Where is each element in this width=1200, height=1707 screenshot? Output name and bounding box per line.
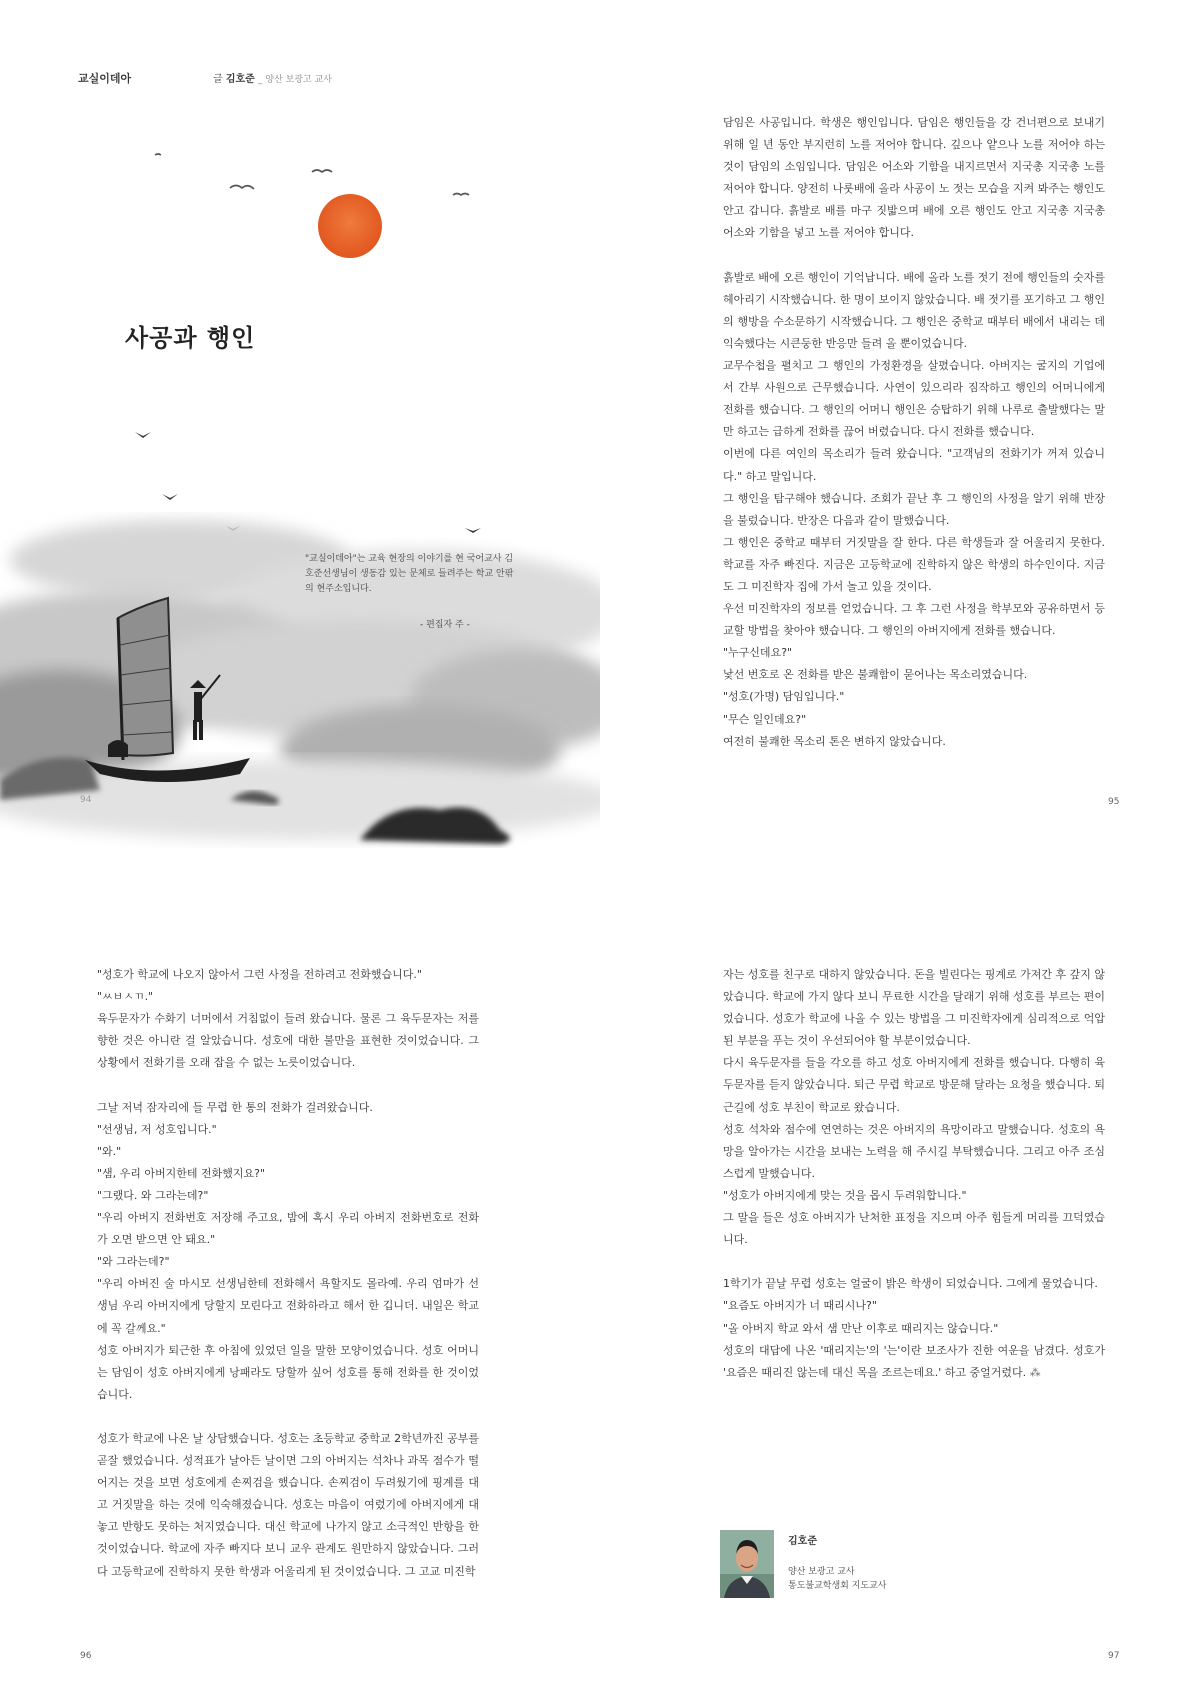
author-name: 김호준 bbox=[788, 1536, 817, 1547]
paragraph: 담임은 사공입니다. 학생은 행인입니다. 담임은 행인들을 강 건너편으로 보내기 위해 일 년 동안 부지런히 노를 저어야 합니다. 깊으나 얕으나 노를 저어야 하는 것이 담임의 소임입니다. 담임은 어소와 기함을 내지르면서 지국총 지국총 노를 저어야 합니다. 양전히 나룻배에 올라 사공이 노 젓는 모습을 지켜 봐주는 행인도 안고 갑니다. 흙발로 배를 마구 짓밟으며 배에 오른 행인도 안고 지국총 지국총 어소와 기함을 넣고 노를 저어야 합니다. bbox=[723, 116, 1105, 240]
column-page-97 bbox=[723, 964, 1105, 1384]
bird-2 bbox=[312, 170, 332, 172]
paragraph: 자는 성호를 친구로 대하지 않았습니다. 돈을 빌린다는 핑계로 가져간 후 갚지 않았습니다. 학교에 가지 않다 보니 무료한 시간을 달래기 위해 성호를 부르는 편이었습니다. 성호가 학교에 나올 수 있는 방법을 그 미진학자에게 심리적으로 억압된 부분을 푸는 것이 우선되어야 할 부분이었습니다. bbox=[723, 968, 1105, 1048]
ink-wash-illustration bbox=[0, 140, 600, 854]
page-number-94: 94 bbox=[80, 795, 92, 805]
sun-shape bbox=[318, 194, 382, 258]
article-title: 사공과 행인 bbox=[125, 324, 256, 352]
dialogue-line: "ㅆㅂㅅㄲ." bbox=[97, 990, 154, 1004]
paragraph: 그 행인을 탐구해야 했습니다. 조회가 끝난 후 그 행인의 사정을 알기 위해 반장을 불렀습니다. 반장은 다음과 같이 말했습니다. bbox=[723, 491, 1105, 527]
boatman-body bbox=[194, 692, 202, 722]
byline-prefix: 글 bbox=[213, 74, 223, 85]
avatar-icon bbox=[720, 1530, 774, 1598]
section-label: 교실이데아 bbox=[78, 72, 132, 85]
paragraph bbox=[723, 1340, 1105, 1384]
paragraph: 성호 아버지가 퇴근한 후 아침에 있었던 일을 말한 모양이었습니다. 성호 어머니는 담임이 성호 아버지에게 낭패라도 당할까 싶어 성호를 통해 전화를 한 것이었습니다. bbox=[97, 1343, 479, 1401]
page-number-97: 97 bbox=[1108, 1651, 1120, 1661]
boatman-leg-2 bbox=[199, 720, 203, 740]
paragraph: 흙발로 배에 오른 행인이 기억납니다. 배에 올라 노를 젓기 전에 행인들의 숫자를 헤아리기 시작했습니다. 한 명이 보이지 않았습니다. 배 젓기를 포기하고 그 행인의 행방을 수소문하기 시작했습니다. 그 행인은 중학교 때부터 배에서 내리는 데 익숙했다는 시큰둥한 반응만 들려 올 뿐이었습니다. bbox=[723, 270, 1105, 350]
author-role-secondary: 통도불교학생회 지도교사 bbox=[788, 1581, 887, 1591]
paragraph: 이번에 다른 여인의 목소리가 들려 왔습니다. "고객님의 전화기가 꺼져 있습니다." 하고 말입니다. bbox=[723, 447, 1105, 483]
bird-4 bbox=[155, 154, 161, 155]
dialogue-line: "와 그라는데?" bbox=[97, 1255, 170, 1269]
landscape-svg bbox=[0, 140, 600, 854]
dialogue-line: "샘, 우리 아버지한테 전화했지요?" bbox=[97, 1166, 266, 1180]
dialogue-line: "올 아버지 학교 와서 샘 만난 이후로 때리지는 않습니다." bbox=[723, 1321, 999, 1335]
end-mark-icon: ⁂ bbox=[1029, 1365, 1041, 1379]
dialogue-line: "누구신데요?" bbox=[723, 646, 793, 660]
dialogue-line: "와." bbox=[97, 1144, 122, 1158]
column-page-96 bbox=[97, 964, 479, 1583]
dialogue-line: "성호(가명) 담임입니다." bbox=[723, 690, 845, 704]
page-number-95: 95 bbox=[1108, 797, 1120, 807]
dialogue-line: "무슨 일인데요?" bbox=[723, 712, 807, 726]
paragraph: 그날 저녁 잠자리에 들 무렵 한 통의 전화가 걸려왔습니다. bbox=[97, 1100, 373, 1114]
bird-5 bbox=[135, 432, 151, 438]
dialogue-line: "그랬다. 와 그라는데?" bbox=[97, 1188, 209, 1202]
paragraph: 육두문자가 수화기 너머에서 거침없이 들려 왔습니다. 물론 그 육두문자는 저를 향한 것은 아니란 걸 알았습니다. 성호에 대한 불만을 표현한 것이었습니다. 그 상황에서 전화기를 오래 잡을 수 없는 노릇이었습니다. bbox=[97, 1012, 479, 1070]
bird-1 bbox=[230, 186, 254, 190]
author-box bbox=[720, 1530, 1080, 1600]
dialogue-line: "우리 아버진 술 마시모 선생님한테 전화해서 욕할지도 몰라예. 우리 엄마가 선생님 우리 아버지에게 당할지 모린다고 전화하라고 해서 한 깁니더. 내일은 학교에 꼭 갈께요." bbox=[97, 1277, 479, 1335]
boatman-leg-1 bbox=[193, 720, 197, 740]
dialogue-line: "우리 아버지 전화번호 저장해 주고요, 밤에 혹시 우리 아버지 전화번호로 전화가 오면 받으면 안 돼요." bbox=[97, 1211, 479, 1247]
passenger bbox=[108, 740, 128, 757]
dialogue-line: "성호가 학교에 나오지 않아서 그런 사정을 전하려고 전화했습니다." bbox=[97, 968, 422, 981]
byline-affiliation: _ 양산 보광고 교사 bbox=[258, 75, 332, 85]
paragraph: 그 말을 들은 성호 아버지가 난처한 표정을 지으며 아주 힘들게 머리를 끄덕였습니다. bbox=[723, 1211, 1105, 1247]
column-page-95 bbox=[723, 112, 1105, 753]
byline-author: 김호준 bbox=[225, 74, 255, 85]
paragraph: 우선 미진학자의 정보를 얻었습니다. 그 후 그런 사정을 학부모와 공유하면서 등교할 방법을 찾아야 했습니다. 그 행인의 아버지에게 전화를 했습니다. bbox=[723, 602, 1105, 638]
paragraph: 여전히 불쾌한 목소리 톤은 변하지 않았습니다. bbox=[723, 734, 946, 748]
editor-sign: - 편집자 주 - bbox=[420, 620, 470, 630]
editor-note: "교실이데아"는 교육 현장의 이야기를 현 국어교사 김호준선생님이 생동감 있는 문체로 들려주는 학교 안팎의 현주소입니다. bbox=[305, 554, 514, 594]
author-photo bbox=[720, 1530, 774, 1598]
dialogue-line: "성호가 아버지에게 맞는 것을 몹시 두려워합니다." bbox=[723, 1188, 967, 1202]
bird-6 bbox=[162, 494, 178, 500]
paragraph: 그 행인은 중학교 때부터 거짓말을 잘 한다. 다른 학생들과 잘 어울리지 못한다. 학교를 자주 빠진다. 지금은 고등학교에 진학하지 않은 학생의 하수인이다. 지금도 그 미진학자 집에 가서 놀고 있을 것이다. bbox=[723, 535, 1105, 593]
author-role: 양산 보광고 교사 bbox=[788, 1567, 855, 1577]
paragraph: 성호 석차와 점수에 연연하는 것은 아버지의 욕망이라고 말했습니다. 성호의 욕망을 알아가는 시간을 보내는 노력을 해 주시길 부탁했습니다. 그리고 아주 조심스럽게 말했습니다. bbox=[723, 1122, 1105, 1180]
paragraph: 교무수첩을 펼치고 그 행인의 가정환경을 살폈습니다. 아버지는 굴지의 기업에서 간부 사원으로 근무했습니다. 사연이 있으리라 짐작하고 행인의 어머니에게 전화를 했습니다. 그 행인의 어머니 행인은 승탑하기 위해 나루로 출발했다는 말만 하고는 급하게 전화를 끊어 버렸습니다. 다시 전화를 했습니다. bbox=[723, 359, 1105, 439]
dialogue-line: "요즘도 아버지가 너 때리시나?" bbox=[723, 1299, 877, 1313]
page-number-96: 96 bbox=[80, 1651, 92, 1661]
bird-9 bbox=[465, 528, 481, 533]
dialogue-line: "선생님, 저 성호입니다." bbox=[97, 1122, 217, 1136]
birds-top bbox=[155, 154, 469, 195]
paragraph: 낯선 번호로 온 전화를 받은 불쾌함이 묻어나는 목소리였습니다. bbox=[723, 668, 1028, 682]
paragraph: 다시 육두문자를 들을 각오를 하고 성호 아버지에게 전화를 했습니다. 다행히 육두문자를 듣지 않았습니다. 퇴근 무렵 학교로 방문해 달라는 요청을 했습니다. 퇴근길에 성호 부친이 학교로 왔습니다. bbox=[723, 1056, 1105, 1114]
paragraph: 성호가 학교에 나온 날 상담했습니다. 성호는 초등학교 중학교 2학년까진 공부를 곧잘 했었습니다. 성적표가 날아든 날이면 그의 아버지는 석차나 과목 점수가 떨어지는 것을 보면 성호에게 손찌검을 했습니다. 손찌검이 두려웠기에 핑계를 대고 거짓말을 하는 것에 익숙해졌습니다. 성호는 마음이 여렸기에 아버지에게 대놓고 반항도 못하는 처지였습니다. 대신 학교에 나가지 않고 소극적인 반항을 한 것이었습니다. 학교에 자주 빠지다 보니 교우 관계도 원만하지 않았습니다. 그러다 고등학교에 진학하지 못한 학생과 어울리게 된 것이었습니다. 그 고교 미진학 bbox=[97, 1431, 479, 1578]
paragraph: 1학기가 끝날 무렵 성호는 얼굴이 밝은 학생이 되었습니다. 그에게 물었습니다. bbox=[723, 1277, 1098, 1291]
bird-3 bbox=[453, 194, 469, 196]
closing-text: 성호의 대답에 나온 '때리지는'의 '는'이란 보조사가 진한 여운을 남겼다. 성호가 '요즘은 때리진 않는데 대신 목을 조르는데요.' 하고 중얼거렸다. bbox=[723, 1343, 1105, 1379]
byline bbox=[213, 70, 332, 85]
